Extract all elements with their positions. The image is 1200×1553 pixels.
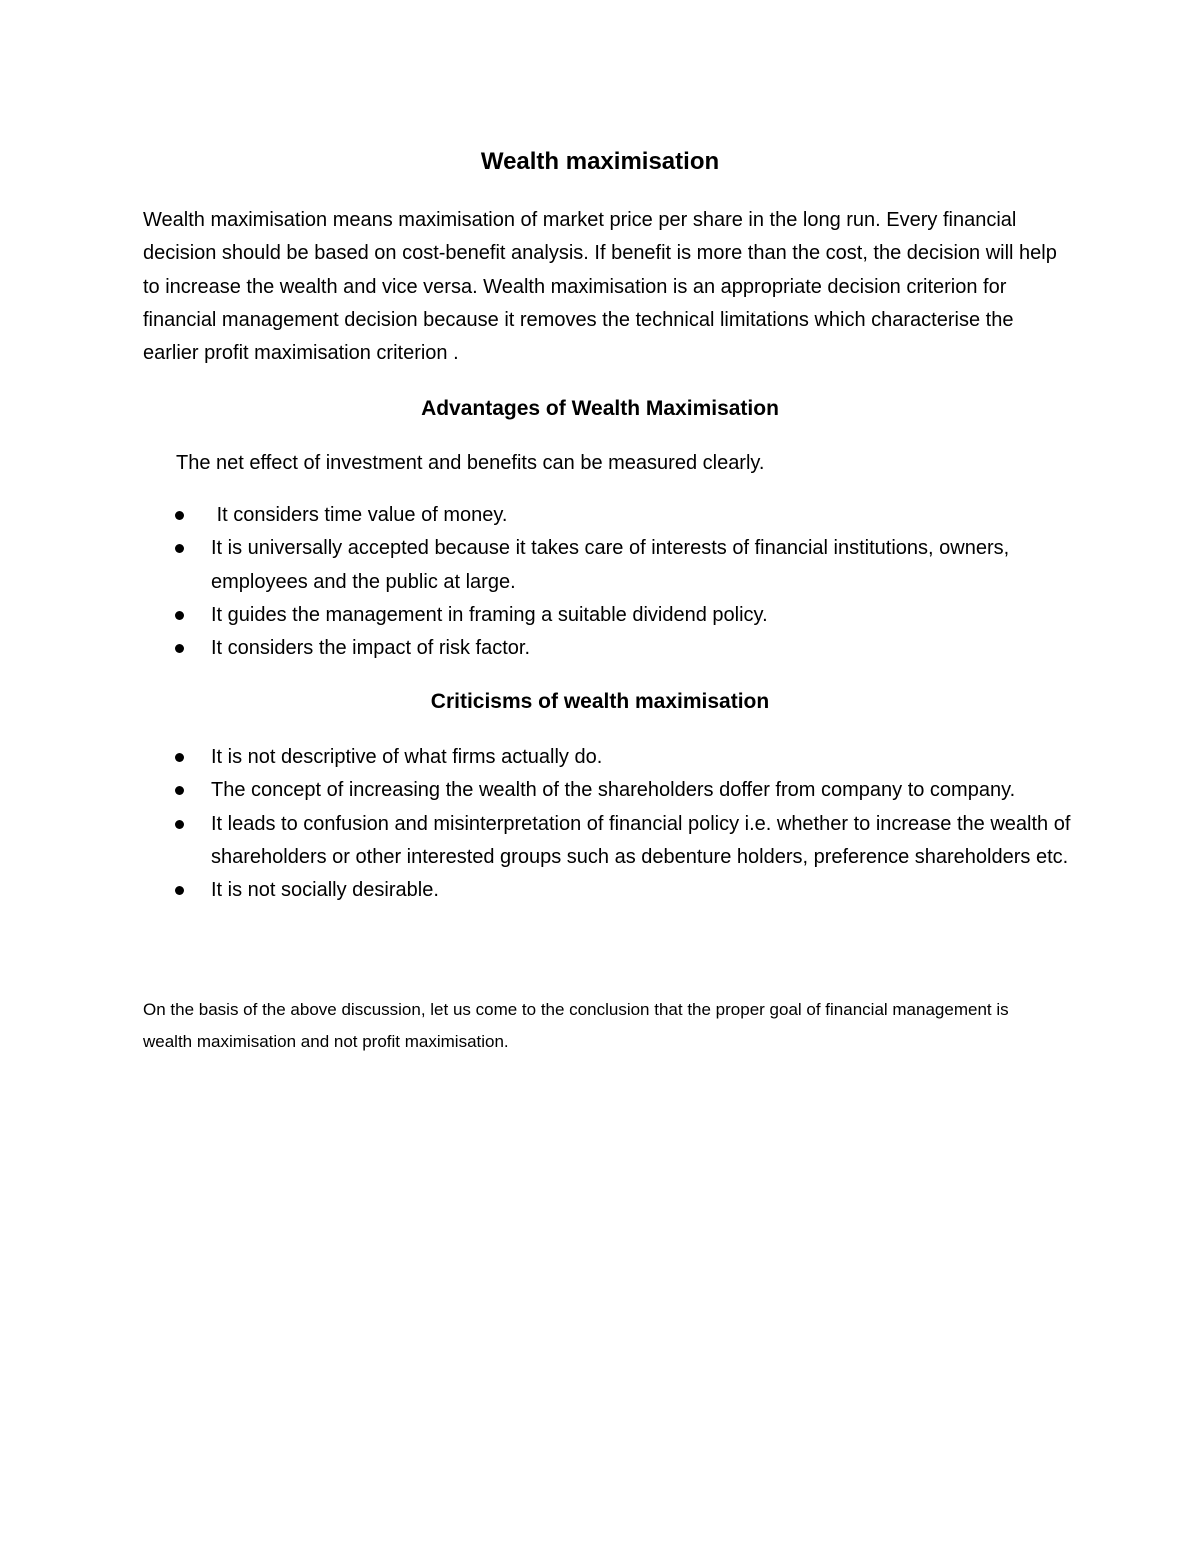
criticisms-heading: Criticisms of wealth maximisation: [430, 690, 770, 713]
list-item-text: It is not socially desirable.: [211, 879, 439, 902]
list-item-text: It guides the management in framing a suitable dividend policy.: [211, 603, 768, 626]
list-item-text: It considers the impact of risk factor.: [211, 637, 531, 660]
list-item: [0, 808, 1071, 875]
list-item: [0, 874, 1071, 907]
intro-paragraph: Wealth maximisation means maximisation of market price per share in the long run. Every financial decision should be based on cost-benefit analysis. If benefit is more than the cost, the decision will help to increase the wealth and vice versa. Wealth maximisation is an appropriate decision criterion for financial management decision because it removes the technical limitations which characterise the earlier profit maximisation criterion .: [143, 209, 1057, 365]
advantages-heading: Advantages of Wealth Maximisation: [421, 397, 779, 420]
bullet-icon: [175, 886, 184, 895]
list-item-text: The concept of increasing the wealth of the shareholders doffer from company to company.: [211, 779, 1016, 802]
bullet-icon: [175, 786, 184, 795]
bullet-icon: [175, 644, 184, 653]
list-item-text: It leads to confusion and misinterpretation of financial policy i.e. whether to increase the wealth of shareholders or other interested groups such as debenture holders, preference shareholders etc.: [211, 812, 1071, 868]
list-item-text: It considers time value of money.: [211, 504, 508, 526]
bullet-icon: [175, 820, 184, 829]
advantages-list: [0, 499, 1200, 665]
list-item: [0, 774, 1071, 807]
criticisms-list: [0, 741, 1200, 907]
list-item: [0, 499, 1071, 532]
page-title: Wealth maximisation: [480, 148, 720, 175]
bullet-icon: [175, 753, 184, 762]
bullet-icon: [175, 611, 184, 620]
list-item: [0, 599, 1071, 632]
list-item: [0, 632, 1071, 665]
bullet-icon: [175, 544, 184, 553]
advantages-lead: The net effect of investment and benefits can be measured clearly.: [176, 452, 765, 474]
list-item-text: It is not descriptive of what firms actually do.: [211, 746, 603, 768]
bullet-icon: [175, 511, 184, 520]
list-item: [0, 532, 1071, 599]
conclusion-paragraph: On the basis of the above discussion, let us come to the conclusion that the proper goal of financial management is wealth maximisation and not profit maximisation.: [143, 1000, 1009, 1051]
list-item: [0, 741, 1071, 774]
list-item-text: It is universally accepted because it takes care of interests of financial institutions, owners, employees and the public at large.: [211, 537, 1010, 593]
